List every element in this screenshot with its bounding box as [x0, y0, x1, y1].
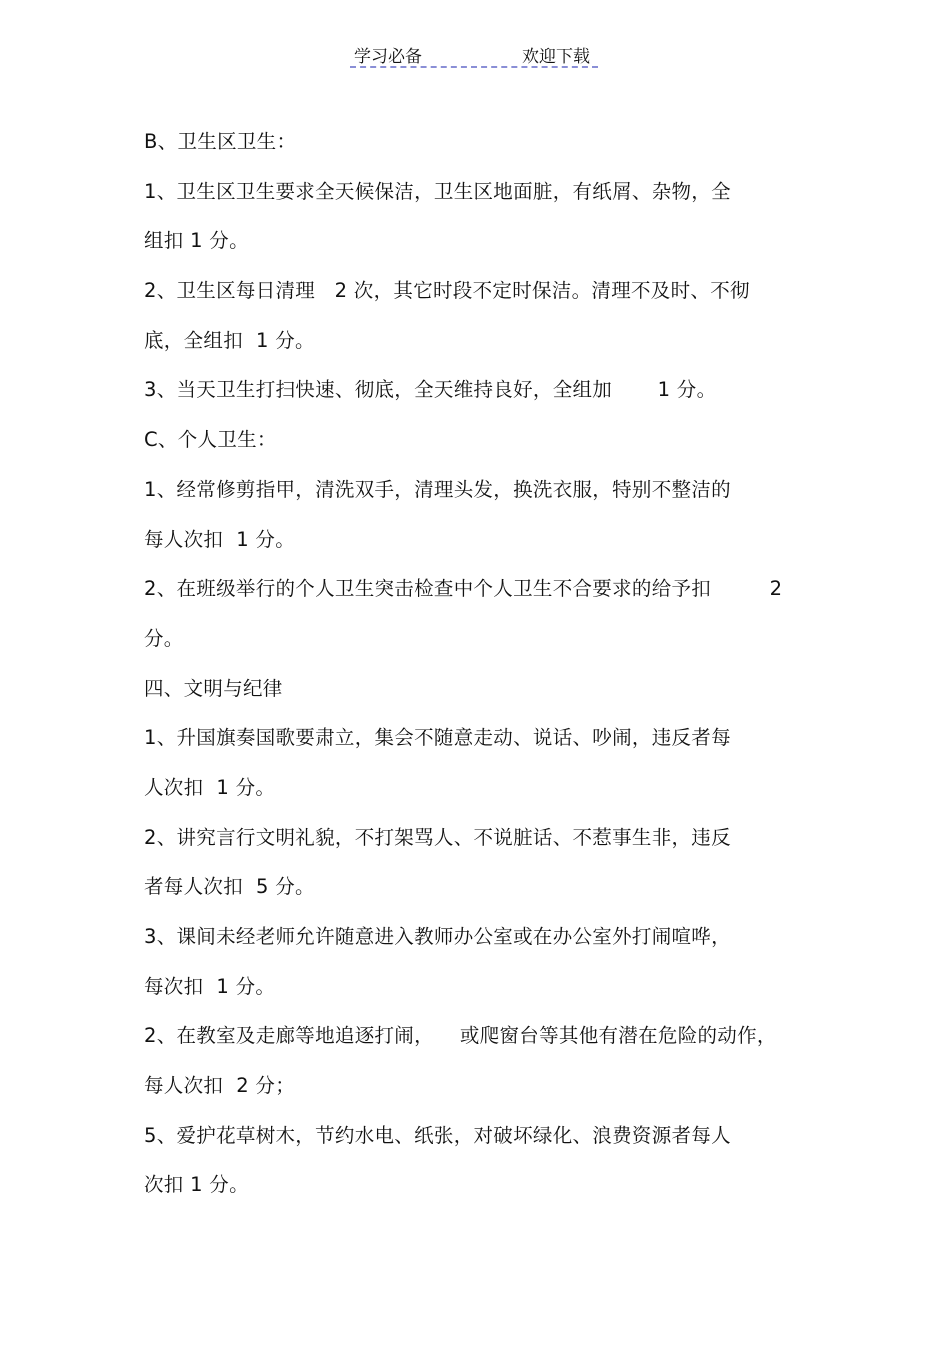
text-line: 人次扣 1 分。 [144, 775, 276, 799]
text-line: 3、课间未经老师允许随意进入教师办公室或在办公室外打闹喧哗， [144, 925, 731, 948]
header-left-text: 学习必备 [354, 47, 422, 67]
text-line: 分。 [144, 626, 184, 650]
text-line: 2、讲究言行文明礼貌，不打架骂人、不说脏话、不惹事生非，违反 [144, 825, 731, 849]
text-line: 次扣 1 分。 [144, 1173, 249, 1197]
text-line: 四、文明与纪律 [144, 676, 283, 700]
text-line: 底，全组扣 1 分。 [144, 328, 315, 352]
text-line: 1、经常修剪指甲，清洗双手，清理头发，换洗衣服，特别不整洁的 [144, 477, 731, 501]
text-line: 1、卫生区卫生要求全天候保洁，卫生区地面脏，有纸屑、杂物，全 [144, 179, 731, 203]
text-line: 者每人次扣 5 分。 [144, 875, 315, 899]
text-line: 每人次扣 1 分。 [144, 527, 296, 551]
text-line: 每次扣 1 分。 [144, 974, 276, 998]
header-right-text: 欢迎下载 [522, 47, 590, 67]
text-line: 组扣 1 分。 [144, 229, 249, 253]
text-line: 2、在教室及走廊等地追逐打闹， 或爬窗台等其他有潜在危险的动作， [144, 1024, 777, 1048]
text-line: 2、卫生区每日清理 2 次，其它时段不定时保洁。清理不及时、不彻 [144, 279, 750, 303]
text-line: 每人次扣 2 分； [144, 1074, 296, 1098]
text-line: 1、升国旗奏国歌要肃立，集会不随意走动、说话、吵闹，违反者每 [144, 726, 731, 750]
text-line: 3、当天卫生打扫快速、彻底，全天维持良好，全组加 1 分。 [144, 378, 717, 402]
document-body [144, 128, 824, 1221]
text-line: 2、在班级举行的个人卫生突击检查中个人卫生不合要求的给予扣 2 [144, 577, 783, 601]
text-line: 5、爱护花草树木，节约水电、纸张，对破坏绿化、浪费资源者每人 [144, 1123, 731, 1147]
page-header [350, 40, 598, 68]
text-line: C、个人卫生： [144, 428, 277, 452]
text-line: B、卫生区卫生： [144, 130, 297, 153]
